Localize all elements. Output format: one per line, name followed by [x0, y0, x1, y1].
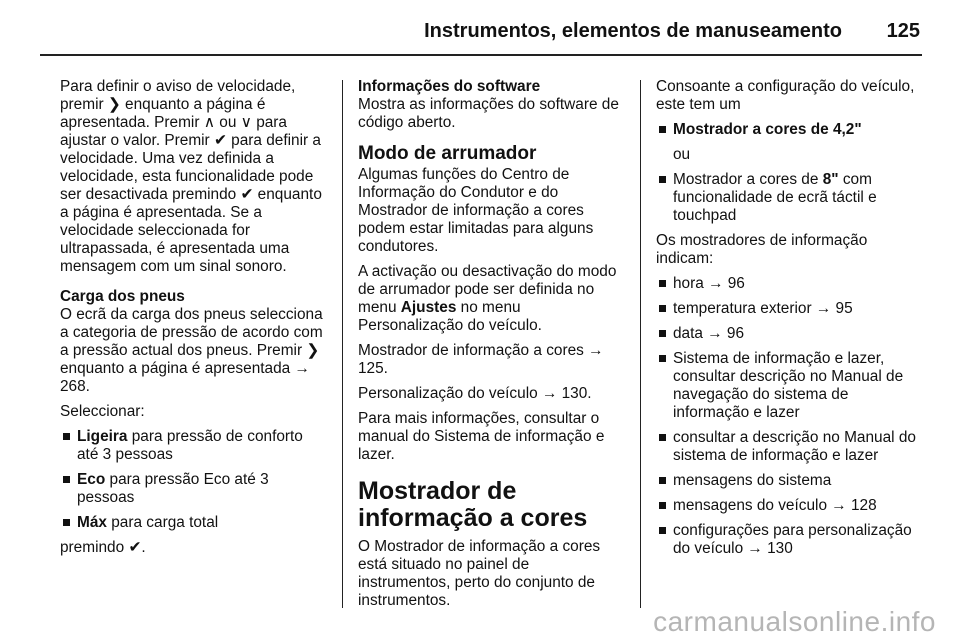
header-title: Instrumentos, elementos de manuseamento	[424, 20, 842, 42]
list-item: hora → 96	[656, 275, 926, 293]
column-divider	[342, 80, 343, 608]
tyre-load-subheading: Carga dos pneus	[60, 288, 185, 305]
list-item: Mostrador a cores de 8" com funcionalidade de ecrã táctil e touchpad	[656, 171, 926, 225]
list-item: data → 96	[656, 325, 926, 343]
list-item: mensagens do veículo → 128	[656, 497, 926, 515]
config-intro: Consoante a configuração do veículo, este tem um	[656, 78, 915, 113]
valet-mode-heading: Modo de arrumador	[358, 143, 537, 164]
page-header	[40, 14, 922, 56]
list-item: configurações para personalização do veículo → 130	[656, 522, 926, 558]
watermark: carmanualsonline.info	[653, 606, 936, 637]
column-divider	[640, 80, 641, 608]
column-left	[60, 78, 326, 564]
software-info-text: Mostra as informações do software de código aberto.	[358, 96, 619, 131]
list-item: Sistema de informação e lazer, consultar descrição no Manual de navegação do sistema de informação e lazer	[656, 350, 926, 422]
list-item: temperatura exterior → 95	[656, 300, 926, 318]
reference-colour-display: Mostrador de informação a cores → 125.	[358, 342, 604, 377]
section-heading: Mostrador de informação a cores	[358, 477, 588, 532]
column-right	[656, 78, 926, 565]
reference-infotainment: Para mais informações, consultar o manual do Sistema de informação e lazer.	[358, 410, 605, 463]
software-info-title: Informações do software	[358, 78, 541, 95]
select-label: Seleccionar:	[60, 403, 145, 420]
indicates-text: Os mostradores de informação indicam:	[656, 232, 868, 267]
list-item: mensagens do sistema	[656, 472, 926, 490]
list-item: Mostrador a cores de 4,2"	[656, 121, 926, 139]
list-item: Eco para pressão Eco até 3 pessoas	[60, 471, 326, 507]
closing-text: premindo ✔.	[60, 539, 146, 556]
column-middle	[358, 78, 624, 617]
tyre-load-paragraph: O ecrã da carga dos pneus selecciona a categoria de pressão de acordo com a pressão actual dos pneus. Premir ❯ enquanto a página é apresentada → 268.	[60, 306, 323, 395]
or-text: ou	[673, 146, 691, 163]
speed-warning-paragraph: Para definir o aviso de velocidade, premir ❯ enquanto a página é apresentada. Premir ∧ ou ∨ para ajustar o valor. Premir ✔ para definir a velocidade. Uma vez definida a velocidade, esta funcionalidade pode ser desactivada premindo ✔ enquanto a página é apresentada. Se a velocidade seleccionada for ultrapassada, é apresentada uma mensagem com um sinal sonoro.	[60, 78, 322, 275]
page-number: 125	[886, 20, 920, 42]
valet-mode-text: Algumas funções do Centro de Informação do Condutor e do Mostrador de informação a cores podem estar limitadas para alguns condutores.	[358, 166, 594, 255]
list-item: consultar a descrição no Manual do sistema de informação e lazer	[656, 429, 926, 465]
section-intro: O Mostrador de informação a cores está situado no painel de instrumentos, perto do conjunto de instrumentos.	[358, 538, 601, 609]
list-item: Ligeira para pressão de conforto até 3 pessoas	[60, 428, 326, 464]
valet-mode-paragraph: A activação ou desactivação do modo de arrumador pode ser definida no menu Ajustes no menu Personalização do veículo.	[358, 263, 617, 334]
reference-personalisation: Personalização do veículo → 130.	[358, 385, 592, 402]
list-item: Máx para carga total	[60, 514, 326, 532]
